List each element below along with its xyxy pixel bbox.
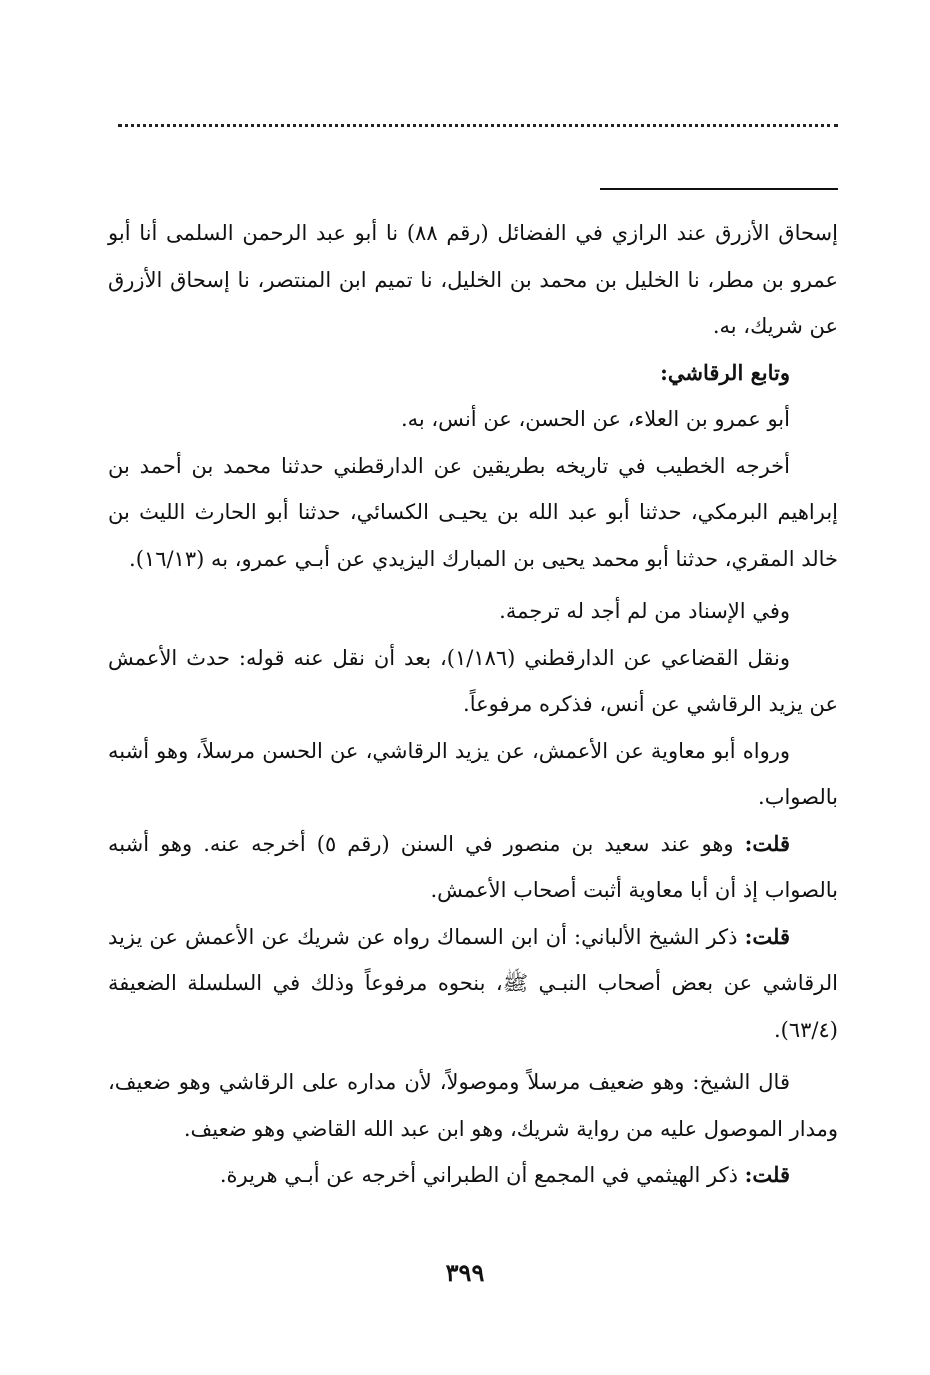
paragraph-7: ورواه أبو معاوية عن الأعمش، عن يزيد الرقاشي، عن الحسن مرسلاً، وهو أشبه بالصواب. xyxy=(108,738,838,809)
paragraph-9 xyxy=(108,914,838,1054)
paragraph-3: أبو عمرو بن العلاء، عن الحسن، عن أنس، به. xyxy=(400,407,790,431)
paragraph-8 xyxy=(108,821,838,914)
qultu-label: قلت: xyxy=(744,923,790,949)
section-heading: وتابع الرقاشي: xyxy=(660,359,790,385)
paragraph-9-text: ذكر الشيخ الألباني: أن ابن السماك رواه عن شريك عن الأعمش عن يزيد الرقاشي عن بعض أصحاب النبـي ﷺ، بنحوه مرفوعاً وذلك في السلسلة الضعيفة (٦٣/٤). xyxy=(108,924,838,1042)
paragraph-11-text: ذكر الهيثمي في المجمع أن الطبراني أخرجه عن أبـي هريرة. xyxy=(219,1163,745,1187)
paragraph-1: إسحاق الأزرق عند الرازي في الفضائل (رقم ٨٨) نا أبو عبد الرحمن السلمى أنا أبو عمرو بن مطر، نا الخليل بن محمد بن الخليل، نا تميم ابن المنتصر، نا إسحاق الأزرق عن شريك، به. xyxy=(108,221,838,338)
qultu-label: قلت: xyxy=(744,830,790,856)
qultu-label: قلت: xyxy=(744,1162,790,1187)
paragraph-8-text: وهو عند سعيد بن منصور في السنن (رقم ٥) أخرجه عنه. وهو أشبه بالصواب إذ أن أبا معاوية أثبت أصحاب الأعمش. xyxy=(108,831,838,902)
paragraph-11 xyxy=(108,1152,838,1199)
footnote-rule xyxy=(600,188,838,190)
paragraph-5: وفي الإسناد من لم أجد له ترجمة. xyxy=(499,599,790,623)
paragraph-4: أخرجه الخطيب في تاريخه بطريقين عن الدارقطني حدثنا محمد بن أحمد بن إبراهيم البرمكي، حدثنا أبو عبد الله بن يحيـى الكسائي، حدثنا أبو الحارث الليث بن خالد المقري، حدثنا أبو محمد يحيى بن المبارك اليزيدي عن أبـي عمرو، به (١٦/١٣). xyxy=(108,453,838,571)
paragraph-10: قال الشيخ: وهو ضعيف مرسلاً وموصولاً، لأن مداره على الرقاشي وهو ضعيف، ومدار الموصول عليه من رواية شريك، وهو ابن عبد الله القاضي وهو ضعيف. xyxy=(108,1070,838,1141)
page-number: ٣٩٩ xyxy=(445,1258,485,1287)
paragraph-6: ونقل القضاعي عن الدارقطني (١/١٨٦)، بعد أن نقل عنه قوله: حدث الأعمش عن يزيد الرقاشي عن أنس، فذكره مرفوعاً. xyxy=(108,645,838,716)
dotted-separator xyxy=(118,124,838,127)
page-body xyxy=(108,210,838,1199)
